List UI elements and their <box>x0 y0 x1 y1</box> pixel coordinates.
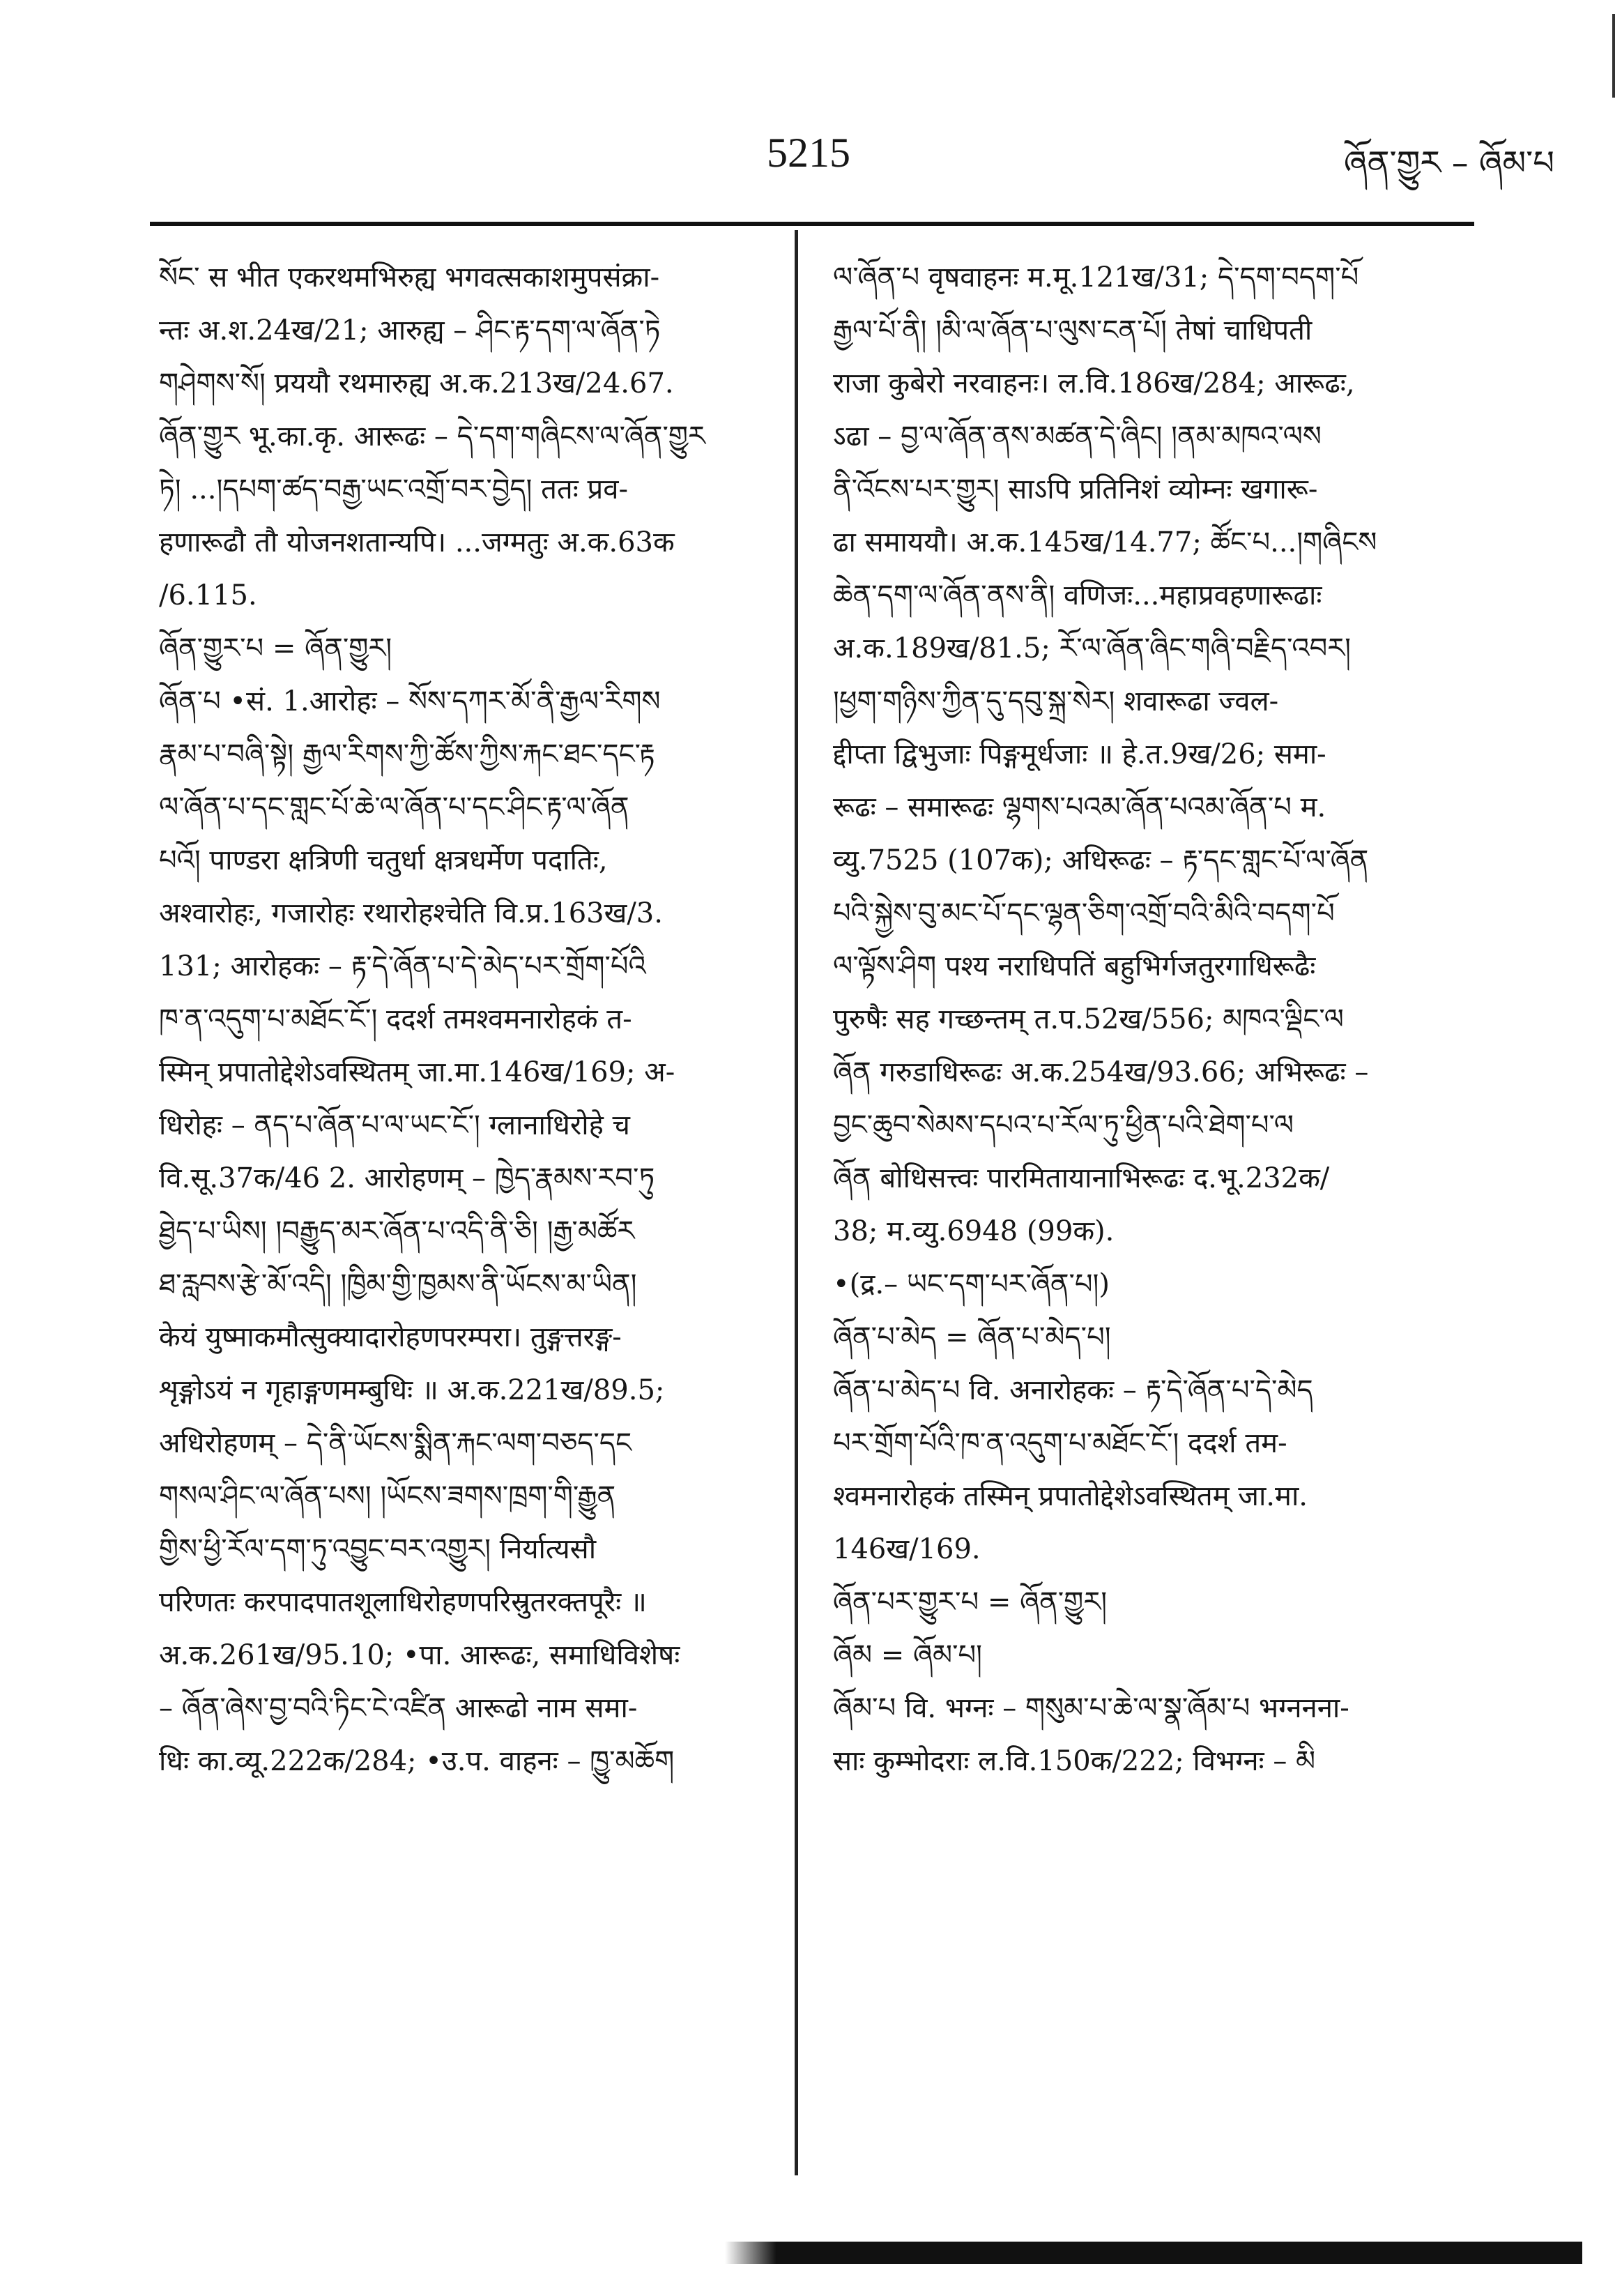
text-line: द्दीप्ता द्विभुजाः पिङ्गमूर्धजाः ॥ हे.त.9ख/26; समा- <box>833 738 1326 770</box>
left-column <box>159 251 772 1788</box>
text-line: वि.सू.37क/46 2. आरोहणम् – ཁྱེད་རྣམས་རབ་ཏུ <box>159 1162 655 1194</box>
page-number: 5215 <box>767 130 850 176</box>
text-line: ནི་འོངས་པར་གྱུར། साऽपि प्रतिनिशं व्योम्नः खगारू- <box>833 473 1318 505</box>
text-line: ཆེན་དག་ལ་ཞོན་ནས་ནི། वणिजः...महाप्रवहणारूढाः <box>833 579 1322 611</box>
text-line: 131; आरोहकः – རྟ་དེ་ཞོན་པ་དེ་མེད་པར་གྲོག་པོའི <box>159 950 646 982</box>
text-line: राजा कुबेरो नरवाहनः। ल.वि.186ख/284; आरूढः, <box>833 367 1355 400</box>
text-line: केयं युष्माकमौत्सुक्यादारोहणपरम्परा। तुङ्गत्तरङ्ग- <box>159 1321 622 1353</box>
text-line: अश्वारोहः, गजारोहः रथारोहश्चेति वि.प्र.163ख/3. <box>159 897 663 929</box>
scan-edge-mark <box>1612 14 1615 98</box>
text-line: ཞོན་གྱུར་པ = ཞོན་གྱུར། <box>159 632 392 664</box>
text-line: ཞོམ་པ वि. भग्नः – གསུམ་པ་ཆེ་ལ་སྣ་ཞོམ་པ भग्ननना- <box>833 1692 1349 1724</box>
text-line: धिरोहः – ནད་པ་ཞོན་པ་ལ་ཡང་ངོ་། ग्लानाधिरोहे च <box>159 1109 630 1141</box>
text-line: 38; म.व्यु.6948 (99क). <box>833 1215 1115 1247</box>
text-line: གཤེགས་སོ། प्रययौ रथमारुह्य अ.क.213ख/24.67. <box>159 367 674 400</box>
text-line: अधिरोहणम् – དེ་ནི་ཡོངས་སྨིན་རྐང་ལག་བཅད་དང <box>159 1427 632 1459</box>
text-line: ལ་ཞོན་པ वृषवाहनः म.मू.121ख/31; དེ་དག་བདག་པོ <box>833 261 1359 294</box>
footer-scan-bar <box>725 2242 1582 2264</box>
text-line: हणारूढौ तौ योजनशतान्यपि। ...जग्मतुः अ.क.63क <box>159 526 675 558</box>
text-line: ཞོན་པ་མེད་པ वि. अनारोहकः – རྟ་དེ་ཞོན་པ་དེ་མེད <box>833 1374 1313 1406</box>
text-line: ཞོན་པར་གྱུར་པ = ཞོན་གྱུར། <box>833 1586 1108 1618</box>
text-line: །ཕྱག་གཉིས་ཀྱིན་དུ་དབུ་སྐྲ་སེར། शवारूढा ज्वल- <box>833 685 1279 717</box>
text-line: རྒྱལ་པོ་ནི། །མི་ལ་ཞོན་པ་ལུས་ངན་པོ། तेषां चाधिपती <box>833 314 1313 347</box>
text-line: སོང་ स भीत एकरथमभिरुह्य भगवत्सकाशमुपसंक्रा- <box>159 261 660 294</box>
text-line: अ.क.261ख/95.10; •पा. आरूढः, समाधिविशेषः <box>159 1639 680 1671</box>
text-line: ཐ་རླབས་རྩེ་མོ་འདི། །ཁྱིམ་གྱི་ཁྱམས་ནི་ཡོངས་མ་ཡིན། <box>159 1268 637 1300</box>
text-line: ཐྱེད་པ་ཡིས། །བརྒྱུད་མར་ཞོན་པ་འདི་ནི་ཅི། །རྒྱ་མཚོར <box>159 1215 635 1247</box>
text-line: ཞོན बोधिसत्त्वः पारमितायानाभिरूढः द.भू.232क/ <box>833 1162 1330 1194</box>
text-line: ལ་ཞོན་པ་དང་གླང་པོ་ཆེ་ལ་ཞོན་པ་དང་ཤིང་རྟ་ལ་ཞོན <box>159 791 629 823</box>
text-line: ཁ་ན་འདུག་པ་མཐོང་ངོ་། ददर्श तमश्वमनारोहकं त- <box>159 1003 632 1035</box>
column-divider <box>795 230 798 2175</box>
text-line: श्वमनारोहकं तस्मिन् प्रपातोद्देशेऽवस्थितम् जा.मा. <box>833 1480 1308 1512</box>
text-line: ཞོན་གྱུར भू.का.कृ. आरूढः – དེ་དག་གཞིངས་ལ་ཞོན་གྱུར <box>159 420 705 453</box>
text-line: स्मिन् प्रपातोद्देशेऽवस्थितम् जा.मा.146ख/169; अ- <box>159 1056 675 1088</box>
text-line: शृङ्गोऽयं न गृहाङ्गणमम्बुधिः ॥ अ.क.221ख/89.5; <box>159 1374 665 1406</box>
text-line: ऽढा – བྱ་ལ་ཞོན་ནས་མཚན་དེ་ཞིང། །ནམ་མཁའ་ལས <box>833 420 1322 453</box>
text-line: གྱིས་ཕྱི་རོལ་དག་ཏུ་འབྱུང་བར་འགྱུར། निर्यात्यसौ <box>159 1533 597 1565</box>
text-line: अ.क.189ख/81.5; རོ་ལ་ཞོན་ཞིང་གཞི་བརྗིད་འབར། <box>833 632 1352 664</box>
text-line: རྣམ་པ་བཞི་སྟེ། རྒྱལ་རིགས་ཀྱི་ཚོས་ཀྱིས་རྐང་ཐང་དང་རྟ <box>159 738 655 770</box>
text-line: ཞོམ = ཞོམ་པ། <box>833 1639 983 1671</box>
text-line: पुरुषैः सह गच्छन्तम् त.प.52ख/556; མཁའ་ལྡིང་ལ <box>833 1003 1344 1035</box>
text-line: /6.115. <box>159 579 257 611</box>
text-line: – ཞོན་ཞེས་བྱ་བའི་ཏིང་ངེ་འཛིན आरूढो नाम समा- <box>159 1692 638 1724</box>
right-column <box>833 251 1460 1788</box>
text-line: परिणतः करपादपातशूलाधिरोहणपरिस्रुतरक्तपूरैः ॥ <box>159 1586 647 1618</box>
text-line: པར་གྲོག་པོའི་ཁ་ན་འདུག་པ་མཐོང་ངོ་། ददर्श तम- <box>833 1427 1287 1459</box>
text-line: धिः का.व्यू.222क/284; •उ.प. वाहनः – ཁྱུ་མཆོག <box>159 1745 675 1777</box>
text-line: 146ख/169. <box>833 1533 981 1565</box>
text-line: व्यु.7525 (107क); अधिरूढः – རྟ་དང་གླང་པོ་ལ་ཞོན <box>833 844 1369 876</box>
text-line: ཏེ། ...།དཔག་ཚད་བརྒྱ་ཡང་འགྲོ་བར་བྱེད། ततः प्रव- <box>159 473 629 505</box>
text-line: ཞོན་པ •सं. 1.आरोहः – སོས་དཀར་མོ་ནི་རྒྱལ་རིགས <box>159 685 661 717</box>
text-line: साः कुम्भोदराः ल.वि.150क/222; विभग्नः – མི <box>833 1745 1316 1777</box>
text-line: ལ་ལྟོས་ཤིག पश्य नराधिपतिं बहुभिर्गजतुरगाधिरूढैः <box>833 950 1316 982</box>
text-line: रूढः – समारूढः ལྷགས་པའམ་ཞོན་པའམ་ཞོན་པ म. <box>833 791 1326 823</box>
text-line: ཞོན गरुडाधिरूढः अ.क.254ख/93.66; अभिरूढः – <box>833 1056 1369 1088</box>
header-rule <box>150 222 1474 226</box>
text-line: ढा समाययौ। अ.क.145ख/14.77; ཚོང་པ...།གཞིངས <box>833 526 1377 558</box>
text-line: •(द्र.– ཡང་དག་པར་ཞོན་པ།) <box>833 1268 1110 1300</box>
running-header: ཞོན་གྱུར – ཞོམ་པ <box>1343 144 1554 183</box>
text-line: པའོ། पाण्डरा क्षत्रिणी चतुर्धा क्षत्रधर्मेण पदातिः, <box>159 844 608 876</box>
text-line: ཞོན་པ་མེད = ཞོན་པ་མེད་པ། <box>833 1321 1111 1353</box>
text-line: གསལ་ཤིང་ལ་ཞོན་པས། །ཡོངས་ཟགས་ཁྲག་གི་རྒྱུན <box>159 1480 616 1512</box>
text-line: པའི་སྐྱེས་བུ་མང་པོ་དང་ལྷན་ཅིག་འགྲོ་བའི་མིའི་བདག་པོ <box>833 897 1335 929</box>
text-line: བྱང་ཆུབ་སེམས་དཔའ་པ་རོལ་ཏུ་ཕྱིན་པའི་ཐེག་པ་ལ <box>833 1109 1294 1141</box>
text-line: न्तः अ.श.24ख/21; आरुह्य – ཤིང་རྟ་དག་ལ་ཞོན་ཏེ <box>159 314 661 347</box>
